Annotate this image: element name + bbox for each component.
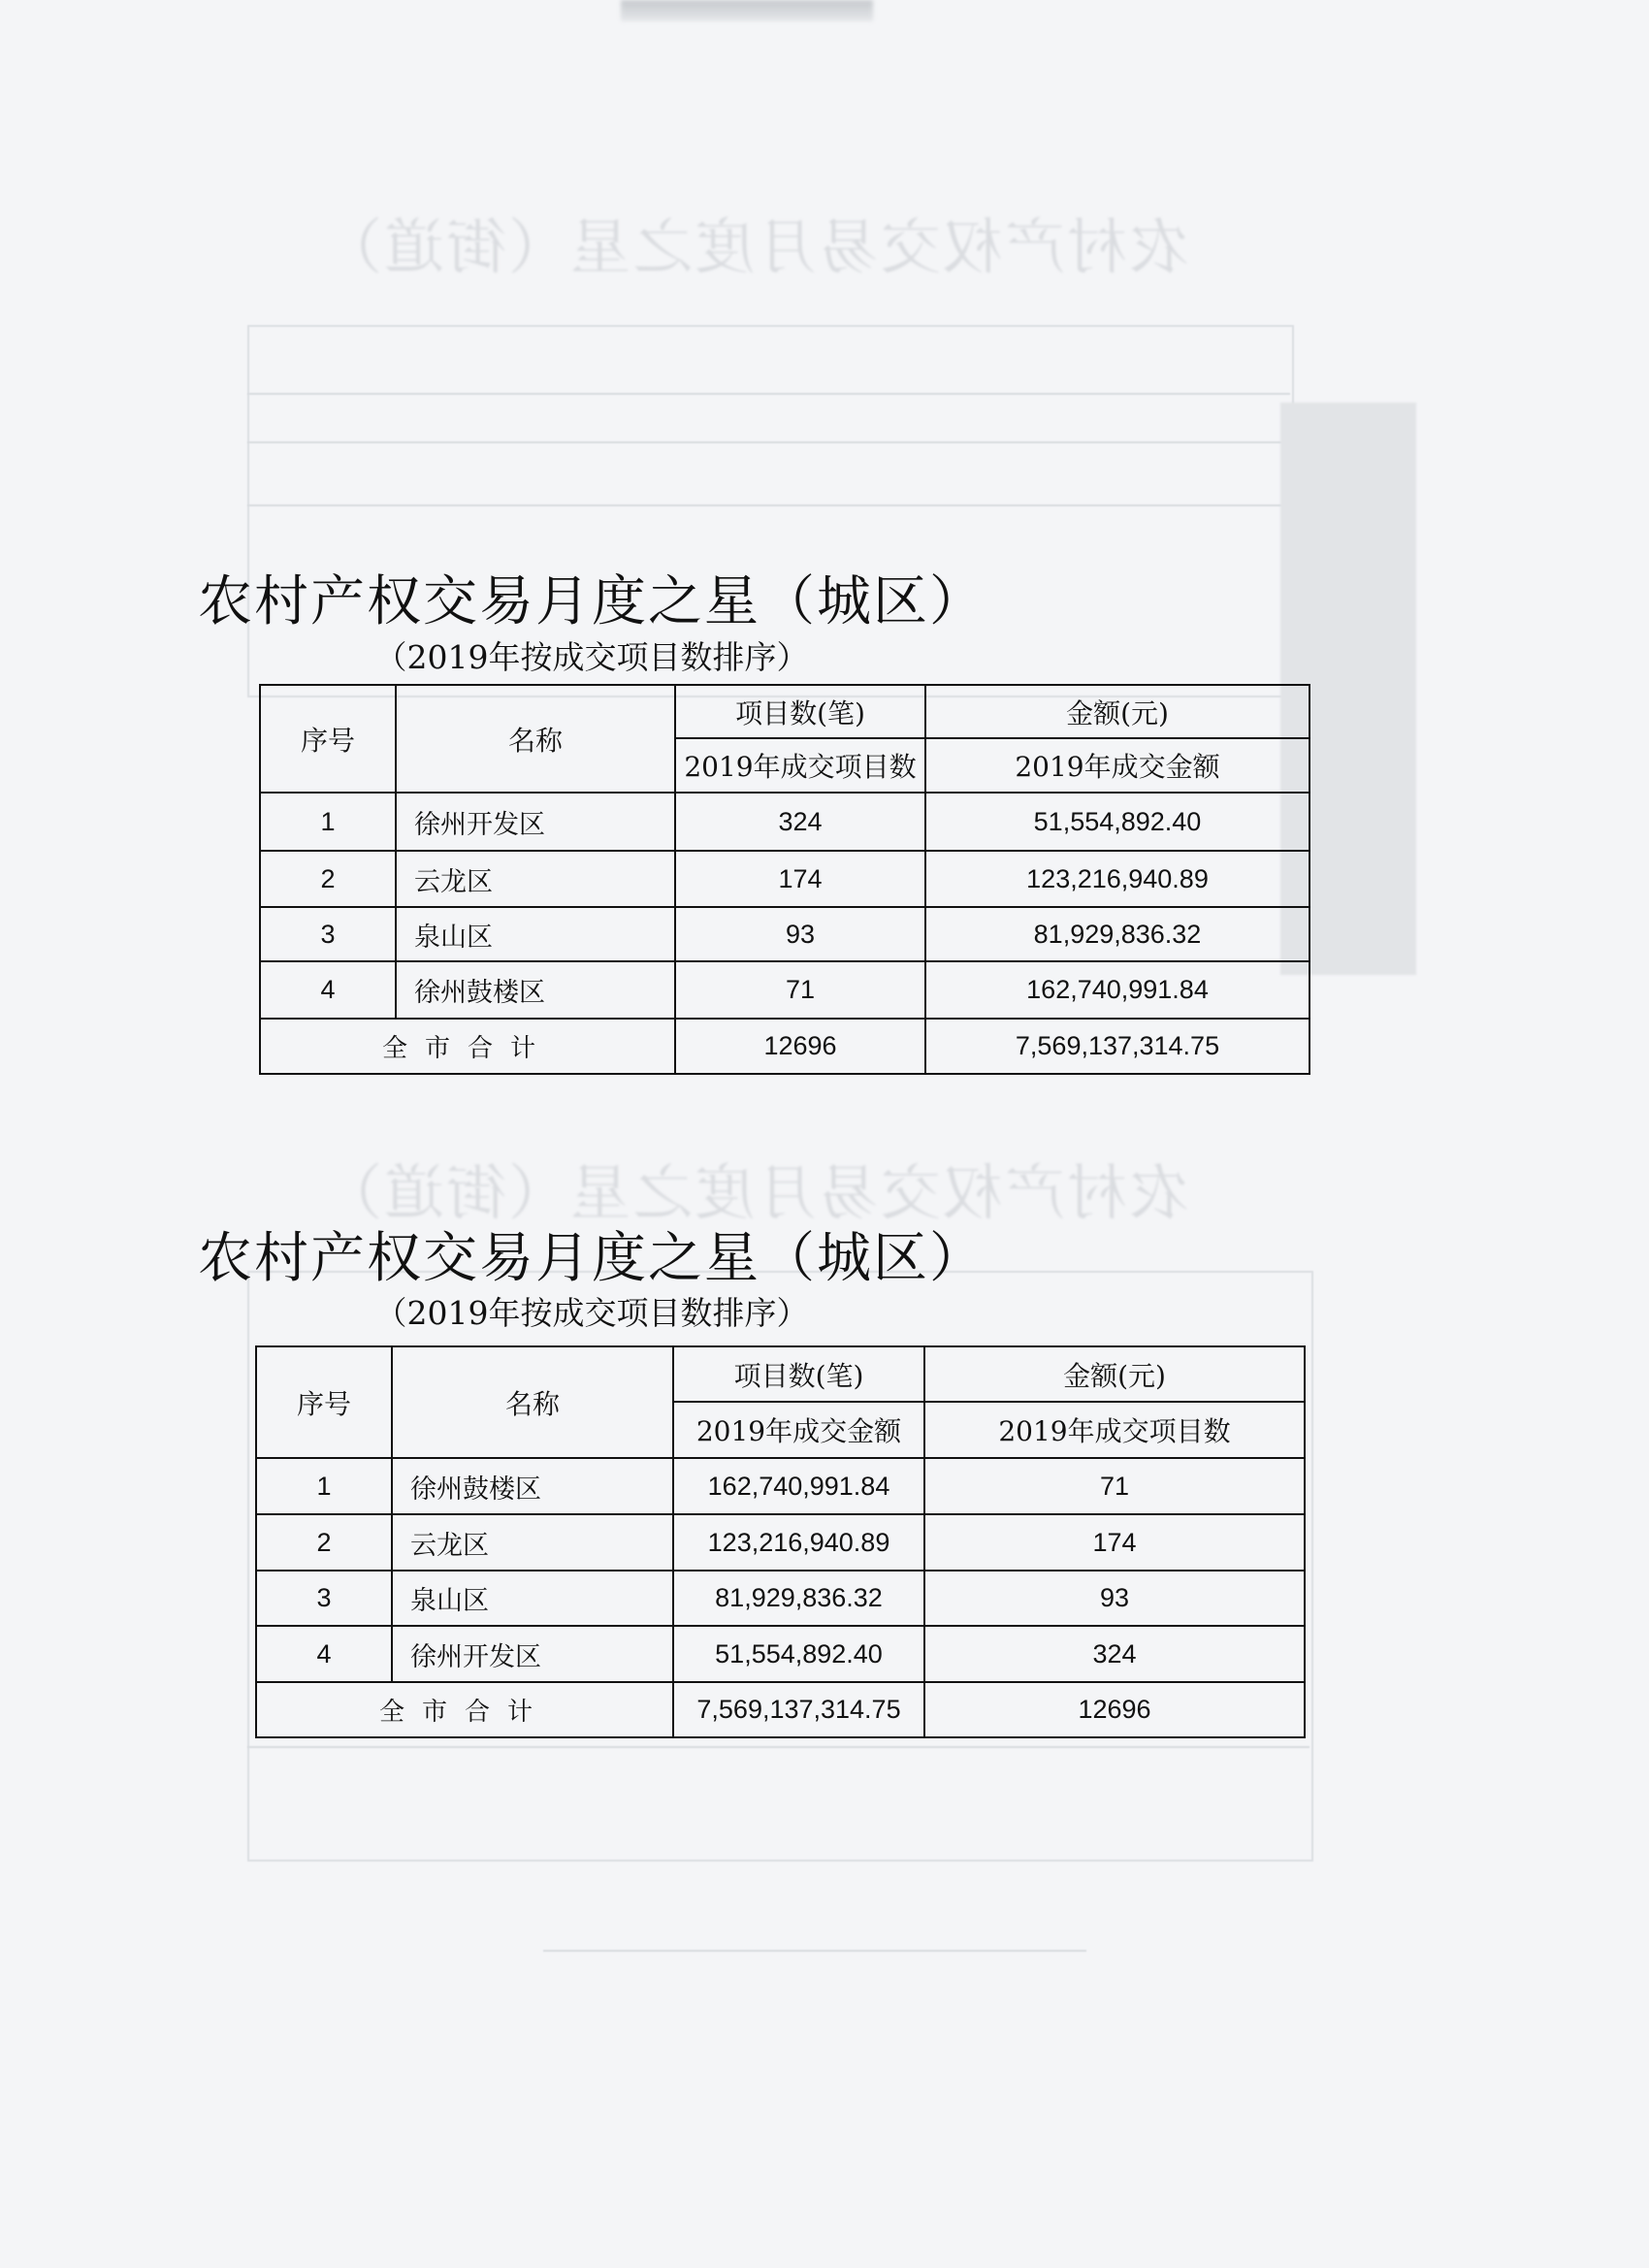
table-row (260, 851, 1310, 907)
header-amount: 金额(元) (925, 685, 1310, 738)
row-index: 4 (260, 961, 396, 1019)
header-count: 项目数(笔) (675, 685, 925, 738)
table-row (256, 1571, 1305, 1626)
row-index: 3 (256, 1571, 392, 1626)
header-index: 序号 (256, 1346, 392, 1458)
table2-title: 农村产权交易月度之星（城区） (198, 1227, 986, 1290)
table-header-row (260, 685, 1310, 738)
row-index: 2 (256, 1514, 392, 1571)
subheader-col1: 2019年成交金额 (673, 1402, 924, 1458)
row-col2: 324 (924, 1626, 1305, 1682)
row-index: 2 (260, 851, 396, 907)
row-col1: 174 (675, 851, 925, 907)
bleed-through-line (247, 441, 1290, 443)
total-col2: 12696 (924, 1682, 1305, 1737)
table1-title: 农村产权交易月度之星（城区） (198, 570, 986, 633)
row-name: 云龙区 (396, 851, 675, 907)
row-col2: 174 (924, 1514, 1305, 1571)
row-name: 泉山区 (396, 907, 675, 961)
row-col1: 324 (675, 793, 925, 851)
bleed-through-line (543, 1950, 1086, 1952)
ranking-table-1 (259, 684, 1310, 1075)
total-label: 全市合计 (256, 1682, 673, 1737)
row-col1: 93 (675, 907, 925, 961)
bleed-through-title: 农村产权交易月度之星（街道） (320, 211, 1190, 282)
header-count: 项目数(笔) (673, 1346, 924, 1402)
row-col2: 51,554,892.40 (925, 793, 1310, 851)
row-col1: 123,216,940.89 (673, 1514, 924, 1571)
bleed-through-line (247, 1746, 1310, 1748)
row-name: 徐州鼓楼区 (392, 1458, 673, 1514)
row-col2: 162,740,991.84 (925, 961, 1310, 1019)
total-label: 全市合计 (260, 1019, 675, 1074)
table-total-row (260, 1019, 1310, 1074)
row-col2: 123,216,940.89 (925, 851, 1310, 907)
table2-subtitle: （2019年按成交项目数排序） (374, 1294, 809, 1332)
subheader-col2: 2019年成交项目数 (924, 1402, 1305, 1458)
row-index: 1 (260, 793, 396, 851)
row-name: 泉山区 (392, 1571, 673, 1626)
header-index: 序号 (260, 685, 396, 793)
total-col1: 12696 (675, 1019, 925, 1074)
table-total-row (256, 1682, 1305, 1737)
subheader-col1: 2019年成交项目数 (675, 738, 925, 793)
row-index: 4 (256, 1626, 392, 1682)
row-name: 徐州开发区 (396, 793, 675, 851)
total-col1: 7,569,137,314.75 (673, 1682, 924, 1737)
table-row (256, 1626, 1305, 1682)
bleed-through-line (247, 393, 1290, 395)
table-row (260, 793, 1310, 851)
table-header-row (256, 1346, 1305, 1402)
row-col2: 71 (924, 1458, 1305, 1514)
row-name: 徐州开发区 (392, 1626, 673, 1682)
subheader-col2: 2019年成交金额 (925, 738, 1310, 793)
row-col2: 81,929,836.32 (925, 907, 1310, 961)
header-amount: 金额(元) (924, 1346, 1305, 1402)
scan-artifact (621, 0, 873, 21)
row-index: 3 (260, 907, 396, 961)
row-col1: 81,929,836.32 (673, 1571, 924, 1626)
bleed-through-line (247, 504, 1290, 506)
row-col1: 71 (675, 961, 925, 1019)
total-col2: 7,569,137,314.75 (925, 1019, 1310, 1074)
row-col1: 51,554,892.40 (673, 1626, 924, 1682)
ranking-table-2 (255, 1345, 1306, 1738)
row-col1: 162,740,991.84 (673, 1458, 924, 1514)
table-row (260, 907, 1310, 961)
row-name: 徐州鼓楼区 (396, 961, 675, 1019)
header-name: 名称 (392, 1346, 673, 1458)
table-row (256, 1458, 1305, 1514)
row-name: 云龙区 (392, 1514, 673, 1571)
row-index: 1 (256, 1458, 392, 1514)
bleed-through-title: 农村产权交易月度之星（街道） (320, 1157, 1190, 1228)
table1-subtitle: （2019年按成交项目数排序） (374, 638, 809, 676)
row-col2: 93 (924, 1571, 1305, 1626)
table-row (260, 961, 1310, 1019)
table-row (256, 1514, 1305, 1571)
header-name: 名称 (396, 685, 675, 793)
